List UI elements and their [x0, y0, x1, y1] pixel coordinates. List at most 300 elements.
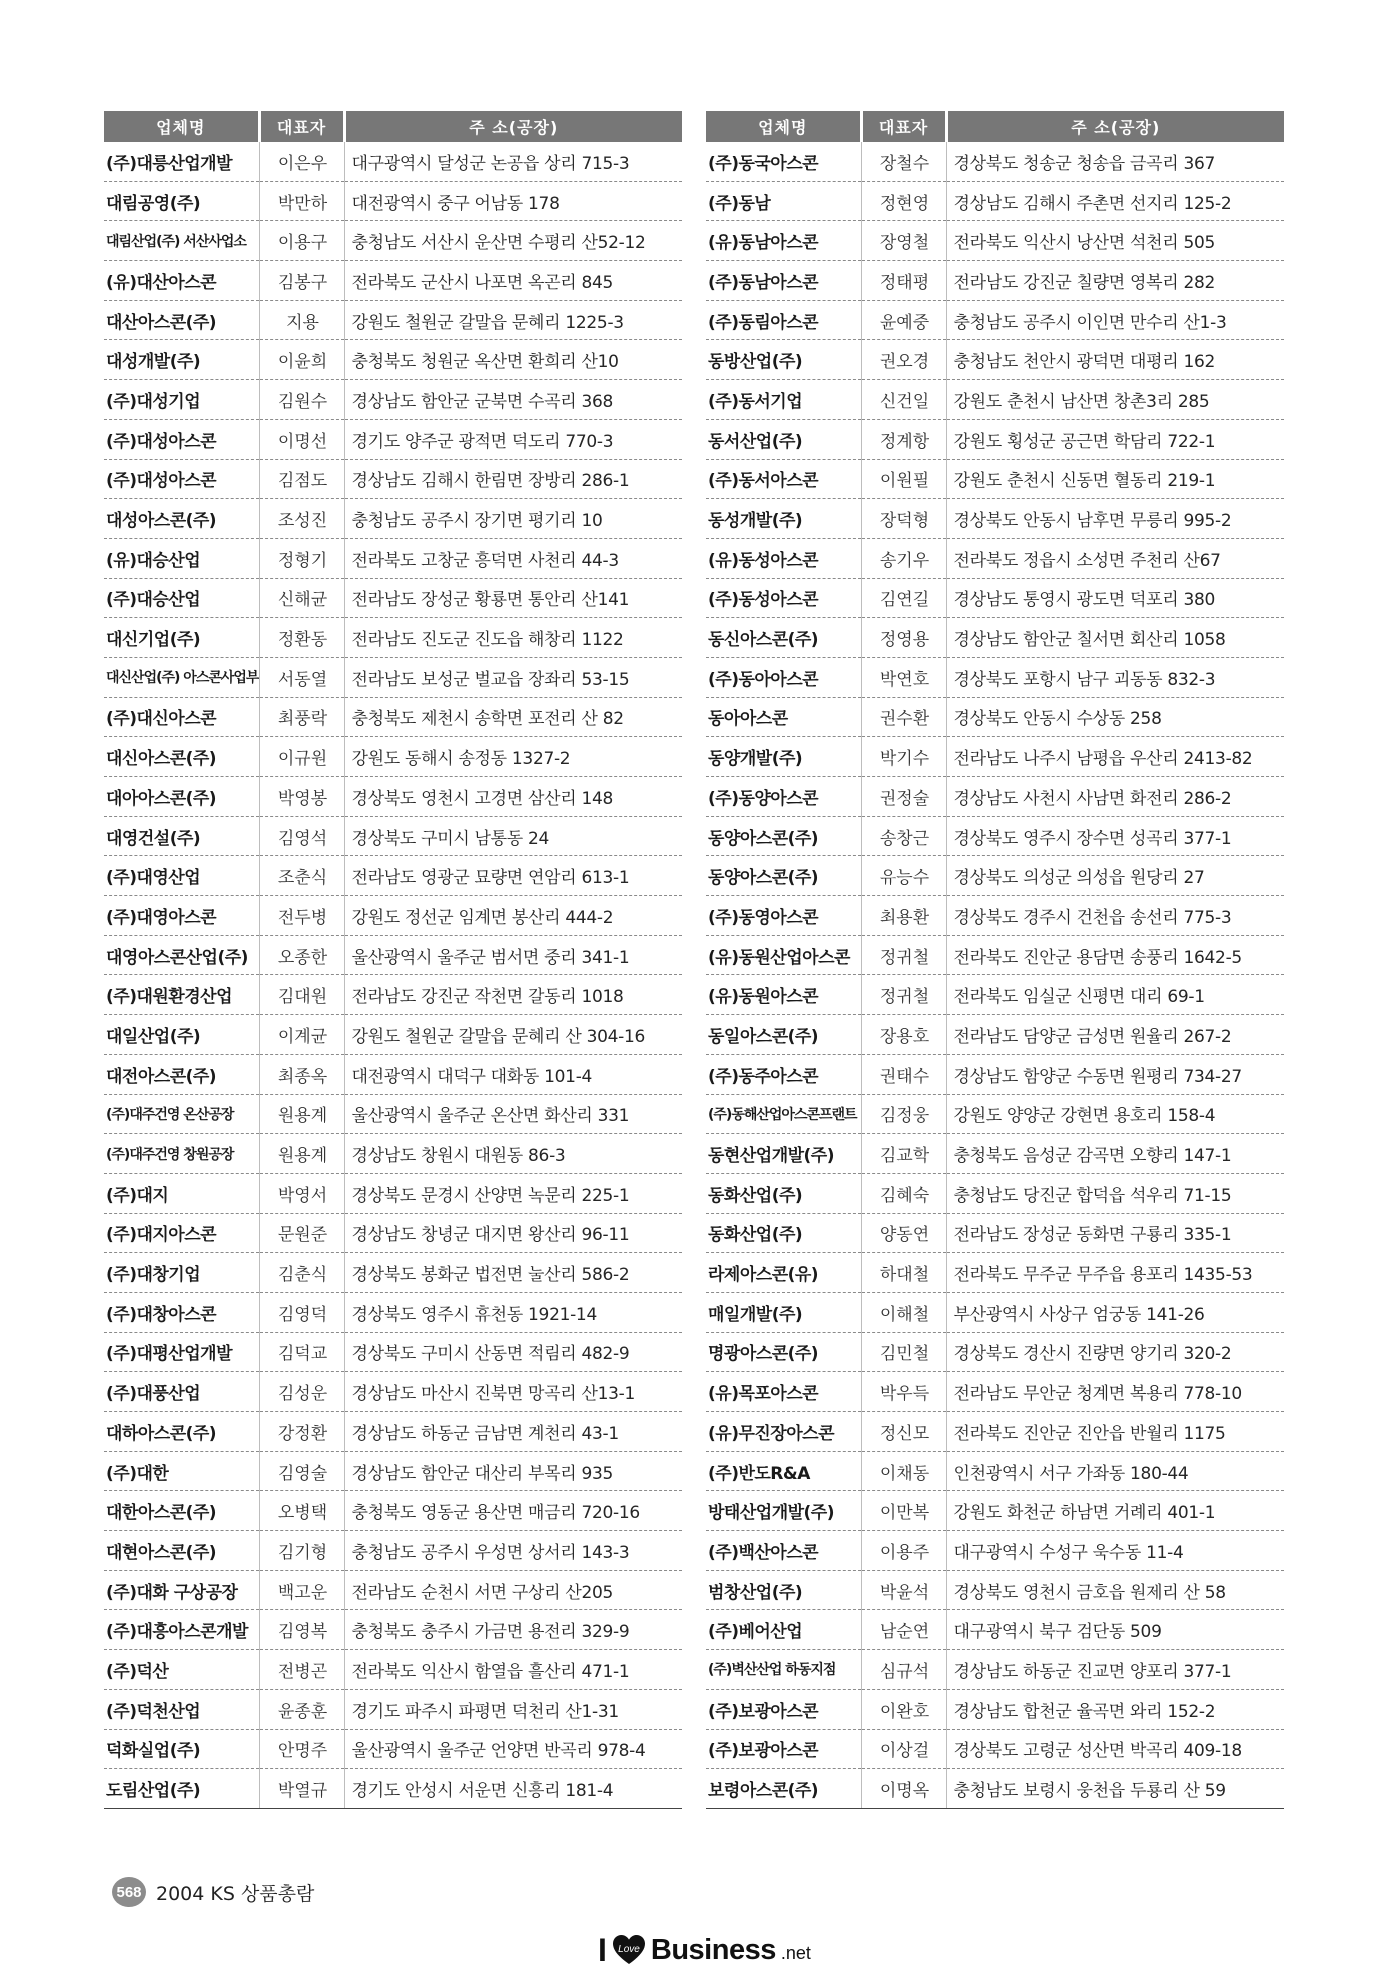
address-cell: 경상북도 경주시 건천읍 송선리 775-3 — [946, 896, 1284, 936]
representative-cell: 이용주 — [861, 1531, 946, 1571]
address-cell: 전라남도 나주시 남평읍 우산리 2413-82 — [946, 737, 1284, 777]
representative-cell: 박영서 — [259, 1173, 344, 1213]
table-row — [706, 1650, 1284, 1690]
table-row — [706, 1769, 1284, 1809]
company-name-cell: 동화산업(주) — [706, 1213, 861, 1253]
company-name-cell: 라제아스콘(유) — [706, 1253, 861, 1293]
company-name-cell: (주)동성아스콘 — [706, 578, 861, 618]
company-name-cell: 대영건설(주) — [104, 816, 259, 856]
representative-cell: 원용계 — [259, 1134, 344, 1174]
representative-cell: 이상걸 — [861, 1729, 946, 1769]
company-name-cell: 대하아스콘(주) — [104, 1412, 259, 1452]
representative-cell: 김점도 — [259, 459, 344, 499]
representative-cell: 김연길 — [861, 578, 946, 618]
company-name-cell: (주)동서아스콘 — [706, 459, 861, 499]
company-name-cell: (유)대승산업 — [104, 538, 259, 578]
table-row — [104, 1332, 682, 1372]
address-cell: 전라남도 장성군 황룡면 통안리 산141 — [344, 578, 682, 618]
table-row — [104, 1451, 682, 1491]
address-cell: 경상남도 하동군 금남면 계천리 43-1 — [344, 1412, 682, 1452]
representative-cell: 전두병 — [259, 896, 344, 936]
left-table-body — [104, 142, 682, 1808]
table-row — [104, 221, 682, 261]
table-row — [706, 1451, 1284, 1491]
address-cell: 충청북도 제천시 송학면 포전리 산 82 — [344, 697, 682, 737]
company-name-cell: (주)대풍산업 — [104, 1372, 259, 1412]
table-row — [706, 181, 1284, 221]
representative-cell: 김교학 — [861, 1134, 946, 1174]
address-cell: 인천광역시 서구 가좌동 180-44 — [946, 1451, 1284, 1491]
representative-cell: 심규석 — [861, 1650, 946, 1690]
table-row — [706, 1054, 1284, 1094]
table-row — [104, 856, 682, 896]
address-cell: 충청남도 보령시 웅천읍 두룡리 산 59 — [946, 1769, 1284, 1809]
address-cell: 강원도 정선군 임계면 봉산리 444-2 — [344, 896, 682, 936]
publication-title: 2004 KS 상품총람 — [156, 1882, 315, 1905]
company-name-cell: (주)대영산업 — [104, 856, 259, 896]
company-name-cell: (주)동양아스콘 — [706, 777, 861, 817]
address-cell: 경상북도 경산시 진량면 양기리 320-2 — [946, 1332, 1284, 1372]
company-name-cell: (주)동림아스콘 — [706, 300, 861, 340]
company-name-cell: 동방산업(주) — [706, 340, 861, 380]
table-row — [104, 1531, 682, 1571]
address-cell: 전라북도 진안군 진안읍 반월리 1175 — [946, 1412, 1284, 1452]
table-row — [104, 1610, 682, 1650]
company-name-cell: 방태산업개발(주) — [706, 1491, 861, 1531]
address-cell: 강원도 춘천시 남산면 창촌3리 285 — [946, 380, 1284, 420]
address-cell: 강원도 횡성군 공근면 학담리 722-1 — [946, 419, 1284, 459]
table-row — [104, 181, 682, 221]
company-name-cell: 대영아스콘산업(주) — [104, 935, 259, 975]
address-cell: 전라남도 영광군 묘량면 연암리 613-1 — [344, 856, 682, 896]
table-row — [104, 1570, 682, 1610]
address-cell: 충청남도 공주시 장기면 평기리 10 — [344, 499, 682, 539]
address-cell: 전라남도 보성군 벌교읍 장좌리 53-15 — [344, 657, 682, 697]
table-row — [104, 1491, 682, 1531]
address-cell: 경상남도 사천시 사남면 화전리 286-2 — [946, 777, 1284, 817]
company-name-cell: (주)대원환경산업 — [104, 975, 259, 1015]
address-cell: 전라남도 순천시 서면 구상리 산205 — [344, 1570, 682, 1610]
table-row — [706, 221, 1284, 261]
address-cell: 경상북도 영천시 고경면 삼산리 148 — [344, 777, 682, 817]
representative-cell: 박윤석 — [861, 1570, 946, 1610]
company-name-cell: 동현산업개발(주) — [706, 1134, 861, 1174]
address-cell: 전라북도 익산시 함열읍 흘산리 471-1 — [344, 1650, 682, 1690]
table-row — [104, 538, 682, 578]
representative-cell: 김혜숙 — [861, 1173, 946, 1213]
representative-cell: 권수환 — [861, 697, 946, 737]
brand-i: I — [598, 1932, 607, 1968]
table-row — [104, 261, 682, 301]
address-cell: 전라남도 장성군 동화면 구룡리 335-1 — [946, 1213, 1284, 1253]
company-name-cell: (주)동국아스콘 — [706, 142, 861, 181]
address-cell: 경상북도 안동시 남후면 무릉리 995-2 — [946, 499, 1284, 539]
table-row — [706, 1491, 1284, 1531]
company-name-cell: (주)덕산 — [104, 1650, 259, 1690]
company-name-cell: 도림산업(주) — [104, 1769, 259, 1809]
table-row — [104, 1173, 682, 1213]
address-cell: 전라남도 강진군 칠량면 영복리 282 — [946, 261, 1284, 301]
address-cell: 전라북도 정읍시 소성면 주천리 산67 — [946, 538, 1284, 578]
table-header-row — [706, 111, 1284, 142]
table-row — [104, 499, 682, 539]
company-name-cell: (주)대지 — [104, 1173, 259, 1213]
address-cell: 경상북도 영주시 휴천동 1921-14 — [344, 1292, 682, 1332]
table-row — [104, 1372, 682, 1412]
table-row — [706, 816, 1284, 856]
table-row — [706, 1173, 1284, 1213]
company-name-cell: 대신산업(주) 아스콘사업부 — [104, 657, 259, 697]
address-cell: 부산광역시 사상구 엄궁동 141-26 — [946, 1292, 1284, 1332]
address-cell: 충청남도 당진군 합덕읍 석우리 71-15 — [946, 1173, 1284, 1213]
address-cell: 강원도 동해시 송정동 1327-2 — [344, 737, 682, 777]
representative-cell: 최종옥 — [259, 1054, 344, 1094]
address-cell: 경상북도 영주시 장수면 성곡리 377-1 — [946, 816, 1284, 856]
representative-cell: 신해균 — [259, 578, 344, 618]
representative-cell: 김영덕 — [259, 1292, 344, 1332]
address-cell: 경상북도 구미시 산동면 적림리 482-9 — [344, 1332, 682, 1372]
address-cell: 경상북도 봉화군 법전면 눌산리 586-2 — [344, 1253, 682, 1293]
table-row — [706, 856, 1284, 896]
address-cell: 대구광역시 북구 검단동 509 — [946, 1610, 1284, 1650]
company-name-cell: 대산아스콘(주) — [104, 300, 259, 340]
table-row — [706, 1332, 1284, 1372]
table-row — [104, 1292, 682, 1332]
company-name-cell: 동성개발(주) — [706, 499, 861, 539]
table-row — [706, 618, 1284, 658]
table-row — [706, 261, 1284, 301]
address-cell: 경상북도 포항시 남구 괴동동 832-3 — [946, 657, 1284, 697]
table-row — [706, 419, 1284, 459]
table-row — [104, 578, 682, 618]
representative-cell: 서동열 — [259, 657, 344, 697]
company-name-cell: 동서산업(주) — [706, 419, 861, 459]
right-company-table — [706, 111, 1284, 1809]
representative-cell: 김봉구 — [259, 261, 344, 301]
representative-cell: 강정환 — [259, 1412, 344, 1452]
table-row — [104, 1253, 682, 1293]
table-row — [706, 1253, 1284, 1293]
header-address: 주 소(공장) — [946, 111, 1284, 142]
company-name-cell: 대신기업(주) — [104, 618, 259, 658]
company-name-cell: 동아아스콘 — [706, 697, 861, 737]
address-cell: 충청남도 천안시 광덕면 대평리 162 — [946, 340, 1284, 380]
address-cell: 경상남도 마산시 진북면 망곡리 산13-1 — [344, 1372, 682, 1412]
company-name-cell: 동신아스콘(주) — [706, 618, 861, 658]
address-cell: 경상북도 영천시 금호읍 원제리 산 58 — [946, 1570, 1284, 1610]
company-name-cell: 대한아스콘(주) — [104, 1491, 259, 1531]
company-name-cell: 동양개발(주) — [706, 737, 861, 777]
address-cell: 경상북도 청송군 청송읍 금곡리 367 — [946, 142, 1284, 181]
address-cell: 울산광역시 울주군 온산면 화산리 331 — [344, 1094, 682, 1134]
representative-cell: 신건일 — [861, 380, 946, 420]
company-name-cell: (유)대산아스콘 — [104, 261, 259, 301]
company-name-cell: 대전아스콘(주) — [104, 1054, 259, 1094]
company-name-cell: (주)대지아스콘 — [104, 1213, 259, 1253]
header-representative: 대표자 — [861, 111, 946, 142]
representative-cell: 백고운 — [259, 1570, 344, 1610]
table-row — [104, 142, 682, 181]
left-company-table — [104, 111, 682, 1809]
table-row — [706, 697, 1284, 737]
representative-cell: 이계균 — [259, 1015, 344, 1055]
brand-net: .net — [780, 1943, 811, 1963]
representative-cell: 장영철 — [861, 221, 946, 261]
address-cell: 전라남도 강진군 작천면 갈동리 1018 — [344, 975, 682, 1015]
table-row — [706, 1412, 1284, 1452]
company-name-cell: (유)무진장아스콘 — [706, 1412, 861, 1452]
table-row — [104, 697, 682, 737]
company-name-cell: 덕화실업(주) — [104, 1729, 259, 1769]
table-row — [706, 1729, 1284, 1769]
table-row — [104, 1054, 682, 1094]
address-cell: 전라남도 진도군 진도읍 해창리 1122 — [344, 618, 682, 658]
representative-cell: 이규원 — [259, 737, 344, 777]
representative-cell: 권태수 — [861, 1054, 946, 1094]
representative-cell: 이원필 — [861, 459, 946, 499]
representative-cell: 윤종훈 — [259, 1689, 344, 1729]
table-row — [104, 1015, 682, 1055]
representative-cell: 최용환 — [861, 896, 946, 936]
representative-cell: 이해철 — [861, 1292, 946, 1332]
table-row — [706, 459, 1284, 499]
table-row — [104, 380, 682, 420]
address-cell: 경기도 양주군 광적면 덕도리 770-3 — [344, 419, 682, 459]
representative-cell: 정귀철 — [861, 975, 946, 1015]
company-name-cell: 대림산업(주) 서산사업소 — [104, 221, 259, 261]
representative-cell: 김기형 — [259, 1531, 344, 1571]
address-cell: 경상북도 문경시 산양면 녹문리 225-1 — [344, 1173, 682, 1213]
representative-cell: 장용호 — [861, 1015, 946, 1055]
address-cell: 경상남도 창원시 대원동 86-3 — [344, 1134, 682, 1174]
table-row — [706, 1094, 1284, 1134]
address-cell: 경상남도 함안군 군북면 수곡리 368 — [344, 380, 682, 420]
address-cell: 대전광역시 중구 어남동 178 — [344, 181, 682, 221]
company-name-cell: (주)대성기업 — [104, 380, 259, 420]
company-name-cell: (주)대영아스콘 — [104, 896, 259, 936]
representative-cell: 유능수 — [861, 856, 946, 896]
header-company: 업체명 — [706, 111, 861, 142]
address-cell: 충청북도 음성군 감곡면 오향리 147-1 — [946, 1134, 1284, 1174]
representative-cell: 이채동 — [861, 1451, 946, 1491]
representative-cell: 이명옥 — [861, 1769, 946, 1809]
address-cell: 전라남도 무안군 청계면 복용리 778-10 — [946, 1372, 1284, 1412]
representative-cell: 정태평 — [861, 261, 946, 301]
representative-cell: 정환동 — [259, 618, 344, 658]
company-name-cell: (주)대주건영 온산공장 — [104, 1094, 259, 1134]
address-cell: 전라북도 군산시 나포면 옥곤리 845 — [344, 261, 682, 301]
table-row — [104, 340, 682, 380]
table-row — [706, 896, 1284, 936]
representative-cell: 박영봉 — [259, 777, 344, 817]
representative-cell: 김춘식 — [259, 1253, 344, 1293]
company-name-cell: (주)동해산업아스콘프랜트 — [706, 1094, 861, 1134]
address-cell: 경기도 파주시 파평면 덕천리 산1-31 — [344, 1689, 682, 1729]
table-row — [104, 816, 682, 856]
table-row — [706, 300, 1284, 340]
brand-business: Business — [650, 1934, 776, 1966]
table-row — [706, 340, 1284, 380]
address-cell: 전라북도 무주군 무주읍 용포리 1435-53 — [946, 1253, 1284, 1293]
representative-cell: 오종한 — [259, 935, 344, 975]
address-cell: 경상남도 함안군 칠서면 회산리 1058 — [946, 618, 1284, 658]
company-name-cell: (주)대창아스콘 — [104, 1292, 259, 1332]
representative-cell: 정계항 — [861, 419, 946, 459]
company-name-cell: 대현아스콘(주) — [104, 1531, 259, 1571]
company-name-cell: 보령아스콘(주) — [706, 1769, 861, 1809]
company-name-cell: (주)동남 — [706, 181, 861, 221]
table-row — [104, 896, 682, 936]
table-row — [706, 499, 1284, 539]
company-name-cell: (주)대평산업개발 — [104, 1332, 259, 1372]
representative-cell: 정영용 — [861, 618, 946, 658]
heart-icon — [612, 1934, 646, 1966]
address-cell: 충청남도 서산시 운산면 수평리 산52-12 — [344, 221, 682, 261]
address-cell: 경상남도 합천군 율곡면 와리 152-2 — [946, 1689, 1284, 1729]
company-name-cell: 대일산업(주) — [104, 1015, 259, 1055]
address-cell: 경상남도 함안군 대산리 부목리 935 — [344, 1451, 682, 1491]
page-footer — [112, 1877, 314, 1907]
representative-cell: 이완호 — [861, 1689, 946, 1729]
company-name-cell: (주)동영아스콘 — [706, 896, 861, 936]
representative-cell: 박만하 — [259, 181, 344, 221]
table-row — [706, 1213, 1284, 1253]
address-cell: 충청북도 충주시 가금면 용전리 329-9 — [344, 1610, 682, 1650]
company-name-cell: (유)동원아스콘 — [706, 975, 861, 1015]
address-cell: 경상북도 안동시 수상동 258 — [946, 697, 1284, 737]
address-cell: 경상북도 의성군 의성읍 원당리 27 — [946, 856, 1284, 896]
representative-cell: 이은우 — [259, 142, 344, 181]
representative-cell: 윤예중 — [861, 300, 946, 340]
representative-cell: 장철수 — [861, 142, 946, 181]
company-name-cell: (주)동아아스콘 — [706, 657, 861, 697]
company-name-cell: 대성아스콘(주) — [104, 499, 259, 539]
header-address: 주 소(공장) — [344, 111, 682, 142]
table-row — [706, 975, 1284, 1015]
company-name-cell: (주)보광아스콘 — [706, 1689, 861, 1729]
representative-cell: 김원수 — [259, 380, 344, 420]
company-name-cell: (주)동주아스콘 — [706, 1054, 861, 1094]
company-name-cell: (유)동남아스콘 — [706, 221, 861, 261]
table-row — [104, 657, 682, 697]
company-name-cell: (주)덕천산업 — [104, 1689, 259, 1729]
company-name-cell: (주)대주건영 창원공장 — [104, 1134, 259, 1174]
representative-cell: 이용구 — [259, 221, 344, 261]
company-name-cell: 대림공영(주) — [104, 181, 259, 221]
company-name-cell: (주)대화 구상공장 — [104, 1570, 259, 1610]
company-name-cell: (주)벽산산업 하동지점 — [706, 1650, 861, 1690]
address-cell: 경상남도 통영시 광도면 덕포리 380 — [946, 578, 1284, 618]
company-name-cell: (유)동원산업아스콘 — [706, 935, 861, 975]
company-name-cell: 대아아스콘(주) — [104, 777, 259, 817]
representative-cell: 정신모 — [861, 1412, 946, 1452]
table-row — [104, 1134, 682, 1174]
address-cell: 전라북도 진안군 용담면 송풍리 1642-5 — [946, 935, 1284, 975]
table-row — [104, 935, 682, 975]
representative-cell: 정귀철 — [861, 935, 946, 975]
representative-cell: 하대철 — [861, 1253, 946, 1293]
representative-cell: 정현영 — [861, 181, 946, 221]
representative-cell: 박열규 — [259, 1769, 344, 1809]
representative-cell: 조성진 — [259, 499, 344, 539]
representative-cell: 권오경 — [861, 340, 946, 380]
table-row — [104, 419, 682, 459]
table-row — [104, 1213, 682, 1253]
company-name-cell: (주)베어산업 — [706, 1610, 861, 1650]
representative-cell: 김정웅 — [861, 1094, 946, 1134]
representative-cell: 김영석 — [259, 816, 344, 856]
representative-cell: 송기우 — [861, 538, 946, 578]
representative-cell: 박우득 — [861, 1372, 946, 1412]
table-row — [104, 975, 682, 1015]
representative-cell: 박연호 — [861, 657, 946, 697]
representative-cell: 김성운 — [259, 1372, 344, 1412]
company-name-cell: 동양아스콘(주) — [706, 816, 861, 856]
table-row — [706, 657, 1284, 697]
company-name-cell: (주)대신아스콘 — [104, 697, 259, 737]
address-cell: 전라남도 담양군 금성면 원율리 267-2 — [946, 1015, 1284, 1055]
company-name-cell: (유)동성아스콘 — [706, 538, 861, 578]
address-cell: 충청북도 청원군 옥산면 환희리 산10 — [344, 340, 682, 380]
representative-cell: 김대원 — [259, 975, 344, 1015]
representative-cell: 이명선 — [259, 419, 344, 459]
representative-cell: 송창근 — [861, 816, 946, 856]
representative-cell: 김덕교 — [259, 1332, 344, 1372]
representative-cell: 조춘식 — [259, 856, 344, 896]
representative-cell: 김영술 — [259, 1451, 344, 1491]
representative-cell: 지용 — [259, 300, 344, 340]
address-cell: 강원도 양양군 강현면 용호리 158-4 — [946, 1094, 1284, 1134]
company-name-cell: (주)대성아스콘 — [104, 419, 259, 459]
company-name-cell: (주)반도R&A — [706, 1451, 861, 1491]
table-row — [104, 1094, 682, 1134]
header-representative: 대표자 — [259, 111, 344, 142]
table-row — [104, 1769, 682, 1809]
company-name-cell: 대신아스콘(주) — [104, 737, 259, 777]
company-name-cell: (주)보광아스콘 — [706, 1729, 861, 1769]
representative-cell: 안명주 — [259, 1729, 344, 1769]
table-row — [104, 459, 682, 499]
address-cell: 충청남도 공주시 이인면 만수리 산1-3 — [946, 300, 1284, 340]
representative-cell: 박기수 — [861, 737, 946, 777]
table-row — [706, 1292, 1284, 1332]
table-row — [104, 1689, 682, 1729]
address-cell: 충청남도 공주시 우성면 상서리 143-3 — [344, 1531, 682, 1571]
address-cell: 대구광역시 수성구 욱수동 11-4 — [946, 1531, 1284, 1571]
address-cell: 강원도 철원군 갈말읍 문혜리 1225-3 — [344, 300, 682, 340]
company-name-cell: 명광아스콘(주) — [706, 1332, 861, 1372]
company-name-cell: (주)대승산업 — [104, 578, 259, 618]
representative-cell: 장덕형 — [861, 499, 946, 539]
representative-cell: 전병곤 — [259, 1650, 344, 1690]
company-name-cell: (주)대한 — [104, 1451, 259, 1491]
address-cell: 강원도 화천군 하남면 거례리 401-1 — [946, 1491, 1284, 1531]
representative-cell: 이만복 — [861, 1491, 946, 1531]
representative-cell: 김영복 — [259, 1610, 344, 1650]
company-name-cell: (유)목포아스콘 — [706, 1372, 861, 1412]
representative-cell: 정형기 — [259, 538, 344, 578]
table-row — [706, 935, 1284, 975]
address-cell: 충청북도 영동군 용산면 매금리 720-16 — [344, 1491, 682, 1531]
table-row — [706, 1689, 1284, 1729]
company-name-cell: 동일아스콘(주) — [706, 1015, 861, 1055]
company-name-cell: 대성개발(주) — [104, 340, 259, 380]
representative-cell: 양동연 — [861, 1213, 946, 1253]
table-row — [706, 1570, 1284, 1610]
address-cell: 경상남도 하동군 진교면 양포리 377-1 — [946, 1650, 1284, 1690]
header-company: 업체명 — [104, 111, 259, 142]
table-row — [104, 1650, 682, 1690]
